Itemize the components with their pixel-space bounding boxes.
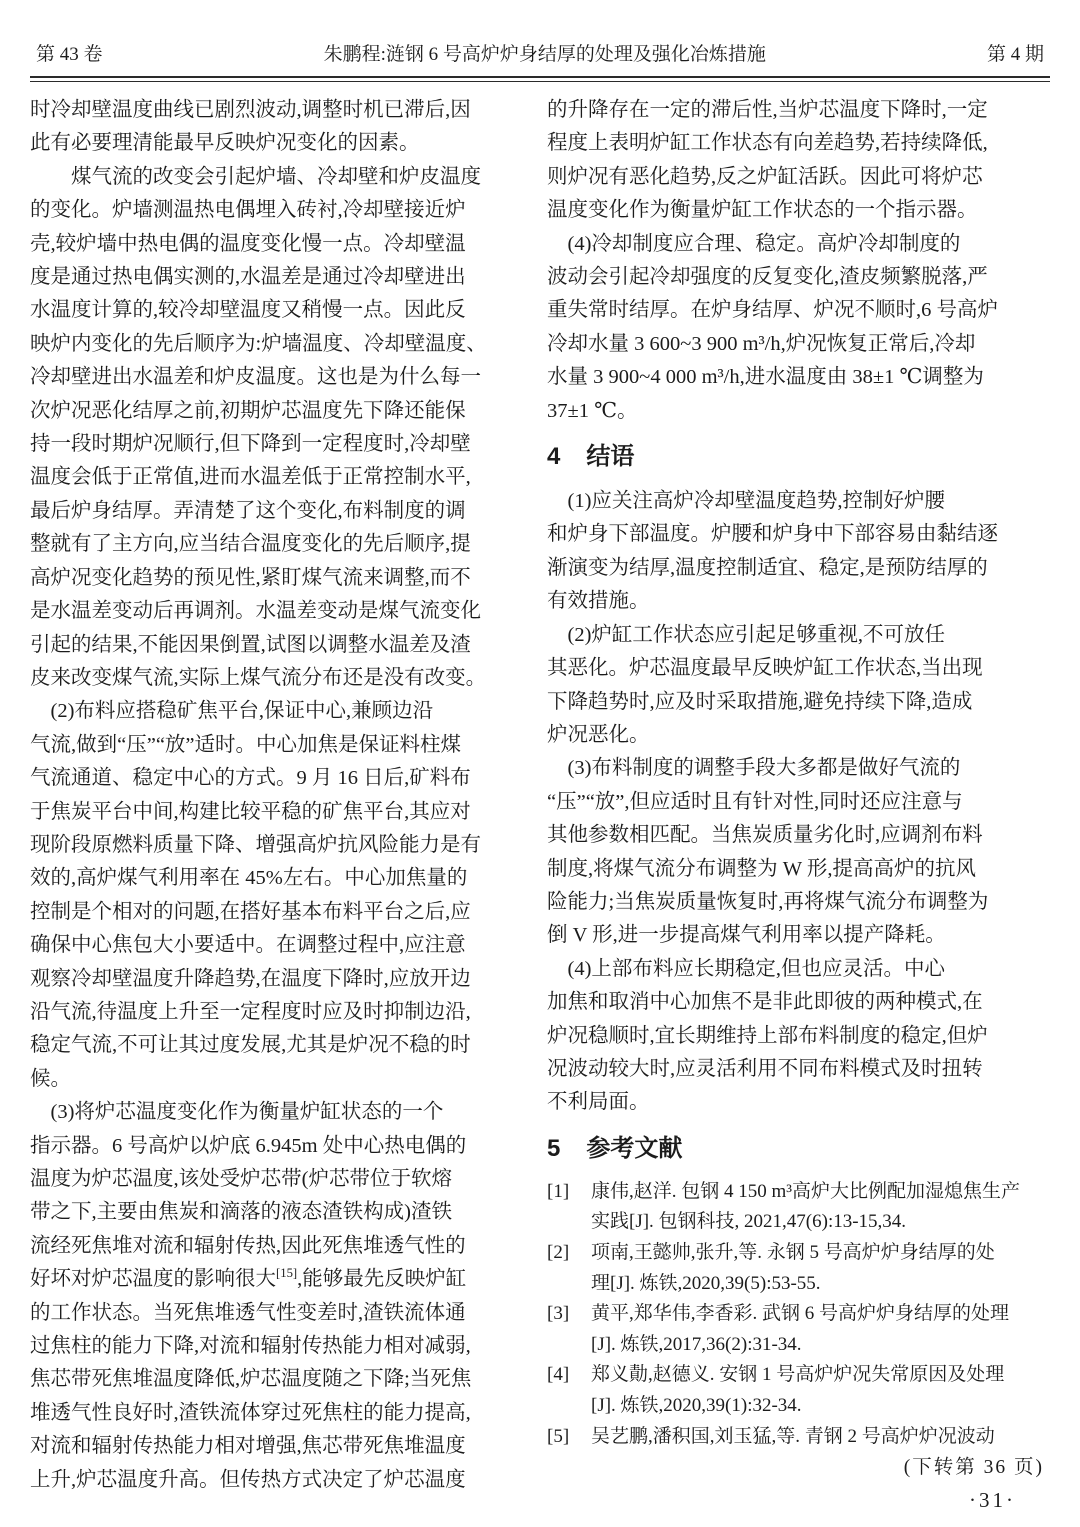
text-line: 堆透气性良好时,渣铁流体穿过死焦柱的能力提高, (30, 1401, 471, 1424)
text-line: 控制是个相对的问题,在搭好基本布料平台之后,应 (30, 900, 471, 923)
text-line: 稳定气流,不可让其过度发展,尤其是炉况不稳的时 (30, 1034, 471, 1057)
text-line: 气流,做到“压”“放”适时。中心加焦是保证料柱煤 (30, 733, 462, 756)
text-line: (3)布料制度的调整手段大多都是做好气流的 (547, 757, 961, 780)
text-line: 温度会低于正常值,进而水温差低于正常控制水平, (30, 466, 471, 489)
section-5-title: 参考文献 (586, 1134, 683, 1162)
reference-label: [1] (547, 1180, 570, 1202)
text-line: (2)炉缸工作状态应引起足够重视,不可放任 (547, 623, 946, 646)
text-line: 是水温差变动后再调剂。水温差变动是煤气流变化 (30, 600, 481, 623)
text-line: 映炉内变化的先后顺序为:炉墙温度、冷却壁温度、 (30, 332, 487, 355)
volume-label: 第 43 卷 (36, 44, 103, 65)
text-line: 其他参数相匹配。当焦炭质量劣化时,应调剂布料 (547, 824, 983, 847)
text-segment: 好坏对炉芯温度的影响很大 (30, 1268, 276, 1291)
text-line: 渐演变为结厚,温度控制适宜、稳定,是预防结厚的 (547, 556, 988, 579)
text-line: 时冷却壁温度曲线已剧烈波动,调整时机已滞后,因 (30, 99, 471, 121)
section-4-title: 结语 (586, 443, 635, 471)
reference-list (547, 1177, 1050, 1452)
issue-label: 第 4 期 (986, 44, 1044, 65)
text-line: 的变化。炉墙测温热电偶埋入砖衬,冷却壁接近炉 (30, 199, 466, 222)
reference-text (591, 1238, 1050, 1299)
text-line: (4)冷却制度应合理、稳定。高炉冷却制度的 (547, 232, 961, 255)
text-line: 则炉况有恶化趋势,反之炉缸活跃。因此可将炉芯 (547, 165, 983, 188)
reference-text (591, 1422, 1050, 1453)
text-line: 整就有了主方向,应当结合温度变化的先后顺序,提 (30, 533, 471, 556)
section-4-heading (547, 442, 1050, 472)
text-line: 效的,高炉煤气利用率在 45%左右。中心加焦量的 (30, 867, 468, 890)
text-line: 温度为炉芯温度,该处受炉芯带(炉芯带位于软熔 (30, 1168, 452, 1190)
section-5-heading (547, 1134, 1050, 1164)
text-line: [J]. 炼铁,2017,36(2):31-34. (591, 1333, 802, 1355)
text-line: 观察冷却壁温度升降趋势,在温度下降时,应放开边 (30, 967, 471, 990)
text-line: 况波动较大时,应灵活利用不同布料模式及时扭转 (547, 1057, 983, 1080)
text-line: 有效措施。 (547, 590, 650, 613)
text-line: 煤气流的改变会引起炉墙、冷却壁和炉皮温度 (30, 165, 481, 188)
text-line: 指示器。6 号高炉以炉底 6.945m 处中心热电偶的 (30, 1134, 467, 1157)
reference-item (547, 1238, 1050, 1299)
header-double-rule (30, 76, 1050, 82)
text-line: 水量 3 900~4 000 m³/h,进水温度由 38±1 ℃调整为 (547, 366, 984, 389)
text-line: 加焦和取消中心加焦不是非此即彼的两种模式,在 (547, 991, 983, 1014)
text-line: 水温度计算的,较冷却壁温度又稍慢一点。因此反 (30, 299, 466, 322)
text-line: 实践[J]. 包钢科技, 2021,47(6):13-15,34. (591, 1211, 907, 1233)
text-line: 炉况稳顺时,宜长期维持上部布料制度的稳定,但炉 (547, 1024, 988, 1047)
left-column-text (30, 94, 533, 1497)
text-line: 过焦柱的能力下降,对流和辐射传热能力相对减弱, (30, 1335, 471, 1358)
text-line: 现阶段原燃料质量下降、增强高炉抗风险能力是有 (30, 833, 481, 856)
text-line: (4)上部布料应长期稳定,但也应灵活。中心 (547, 957, 946, 980)
reference-label: [3] (547, 1303, 570, 1325)
reference-item (547, 1360, 1050, 1421)
reference-label: [5] (547, 1425, 570, 1447)
section-5-number: 5 (547, 1134, 561, 1162)
text-segment: ,能够最先反映炉缸 (297, 1268, 467, 1291)
text-line: 波动会引起冷却强度的反复变化,渣皮频繁脱落,严 (547, 266, 988, 289)
text-line: 的工作状态。当死焦堆透气性变差时,渣铁流体通 (30, 1301, 466, 1324)
text-line: 焦芯带死焦堆温度降低,炉芯温度随之下降;当死焦 (30, 1368, 472, 1391)
text-line: 郑义勣,赵德义. 安钢 1 号高炉炉况失常原因及处理 (591, 1364, 1005, 1386)
text-line: 理[J]. 炼铁,2020,39(5):53-55. (591, 1272, 821, 1294)
text-line: 此有必要理清能最早反映炉况变化的因素。 (30, 132, 420, 155)
running-head (30, 44, 1050, 76)
right-column-intro-text (547, 94, 1050, 428)
text-line: 吴艺鹏,潘积国,刘玉猛,等. 青钢 2 号高炉炉况波动 (591, 1425, 995, 1447)
text-line: 对流和辐射传热能力相对增强,焦芯带死焦堆温度 (30, 1435, 466, 1458)
text-line: 于焦炭平台中间,构建比较平稳的矿焦平台,其应对 (30, 800, 471, 823)
text-line: 气流通道、稳定中心的方式。9 月 16 日后,矿料布 (30, 767, 471, 790)
reference-item (547, 1422, 1050, 1453)
text-line: [J]. 炼铁,2020,39(1):32-34. (591, 1394, 802, 1416)
text-line: 壳,较炉墙中热电偶的温度变化慢一点。冷却壁温 (30, 232, 466, 255)
text-line: (3)将炉芯温度变化作为衡量炉缸状态的一个 (30, 1101, 444, 1124)
text-line: (1)应关注高炉冷却壁温度趋势,控制好炉腰 (547, 490, 946, 513)
text-line: 下降趋势时,应及时采取措施,避免持续下降,造成 (547, 690, 973, 713)
reference-item (547, 1177, 1050, 1238)
text-line: 的升降存在一定的滞后性,当炉芯温度下降时,一定 (547, 99, 988, 121)
text-line: 候。 (30, 1067, 71, 1090)
reference-label: [2] (547, 1241, 570, 1263)
reference-text (591, 1299, 1050, 1360)
page-number: ·31· (969, 1488, 1016, 1513)
text-line: “压”“放”,但应适时且有针对性,同时还应注意与 (547, 790, 963, 813)
text-line: (2)布料应搭稳矿焦平台,保证中心,兼顾边沿 (30, 700, 434, 723)
text-line: 项南,王懿帅,张升,等. 永钢 5 号高炉炉身结厚的处 (591, 1241, 995, 1263)
citation-superscript: [15] (276, 1266, 298, 1281)
text-line: 重失常时结厚。在炉身结厚、炉况不顺时,6 号高炉 (547, 299, 998, 322)
text-line: 皮来改变煤气流,实际上煤气流分布还是没有改变。 (30, 666, 487, 689)
text-line: 程度上表明炉缸工作状态有向差趋势,若持续降低, (547, 132, 988, 155)
text-line: 不利局面。 (547, 1091, 650, 1114)
text-line: 险能力;当焦炭质量恢复时,再将煤气流分布调整为 (547, 890, 989, 913)
text-line: 最后炉身结厚。弄清楚了这个变化,布料制度的调 (30, 499, 466, 522)
text-line: 引起的结果,不能因果倒置,试图以调整水温差及渣 (30, 633, 471, 656)
text-line: 持一段时期炉况顺行,但下降到一定程度时,冷却壁 (30, 433, 471, 456)
left-column (30, 94, 533, 1515)
text-line: 沿气流,待温度上升至一定程度时应及时抑制边沿, (30, 1000, 471, 1023)
text-line: 带之下,主要由焦炭和滴落的液态渣铁构成)渣铁 (30, 1201, 452, 1224)
text-line: 冷却壁进出水温差和炉皮温度。这也是为什么每一 (30, 366, 481, 389)
two-column-body (30, 94, 1050, 1515)
reference-label: [4] (547, 1364, 570, 1386)
text-line: 冷却水量 3 600~3 900 m³/h,炉况恢复正常后,冷却 (547, 332, 976, 355)
text-line: 温度变化作为衡量炉缸工作状态的一个指示器。 (547, 199, 978, 222)
text-line: 上升,炉芯温度升高。但传热方式决定了炉芯温度 (30, 1468, 466, 1491)
text-line: 流经死焦堆对流和辐射传热,因此死焦堆透气性的 (30, 1234, 466, 1257)
right-column (547, 94, 1050, 1515)
text-line: 其恶化。炉芯温度最早反映炉缸工作状态,当出现 (547, 657, 983, 680)
text-line: 高炉况变化趋势的预见性,紧盯煤气流来调整,而不 (30, 566, 471, 589)
continuation-note: (下转第 36 页) (903, 1457, 1044, 1479)
text-line: 炉况恶化。 (547, 723, 650, 746)
section-4-number: 4 (547, 443, 561, 471)
text-line: 确保中心焦包大小要适中。在调整过程中,应注意 (30, 934, 466, 957)
section-4-text (547, 485, 1050, 1120)
text-line: 37±1 ℃。 (547, 399, 638, 422)
text-line: 黄平,郑华伟,李香彩. 武钢 6 号高炉炉身结厚的处理 (591, 1303, 1010, 1325)
reference-text (591, 1177, 1050, 1238)
reference-item (547, 1299, 1050, 1360)
text-line: 次炉况恶化结厚之前,初期炉芯温度先下降还能保 (30, 399, 466, 422)
text-line: 制度,将煤气流分布调整为 W 形,提高高炉的抗风 (547, 857, 976, 880)
text-line: 倒 V 形,进一步提高煤气利用率以提产降耗。 (547, 924, 946, 947)
reference-text (591, 1360, 1050, 1421)
running-title: 朱鹏程:涟钢 6 号高炉炉身结厚的处理及强化冶炼措施 (323, 44, 766, 65)
text-line: 康伟,赵洋. 包钢 4 150 m³高炉大比例配加湿熄焦生产 (591, 1180, 1020, 1202)
text-line: 度是通过热电偶实测的,水温差是通过冷却壁进出 (30, 266, 466, 289)
text-line (30, 1263, 533, 1296)
text-line: 和炉身下部温度。炉腰和炉身中下部容易由黏结逐 (547, 523, 998, 546)
